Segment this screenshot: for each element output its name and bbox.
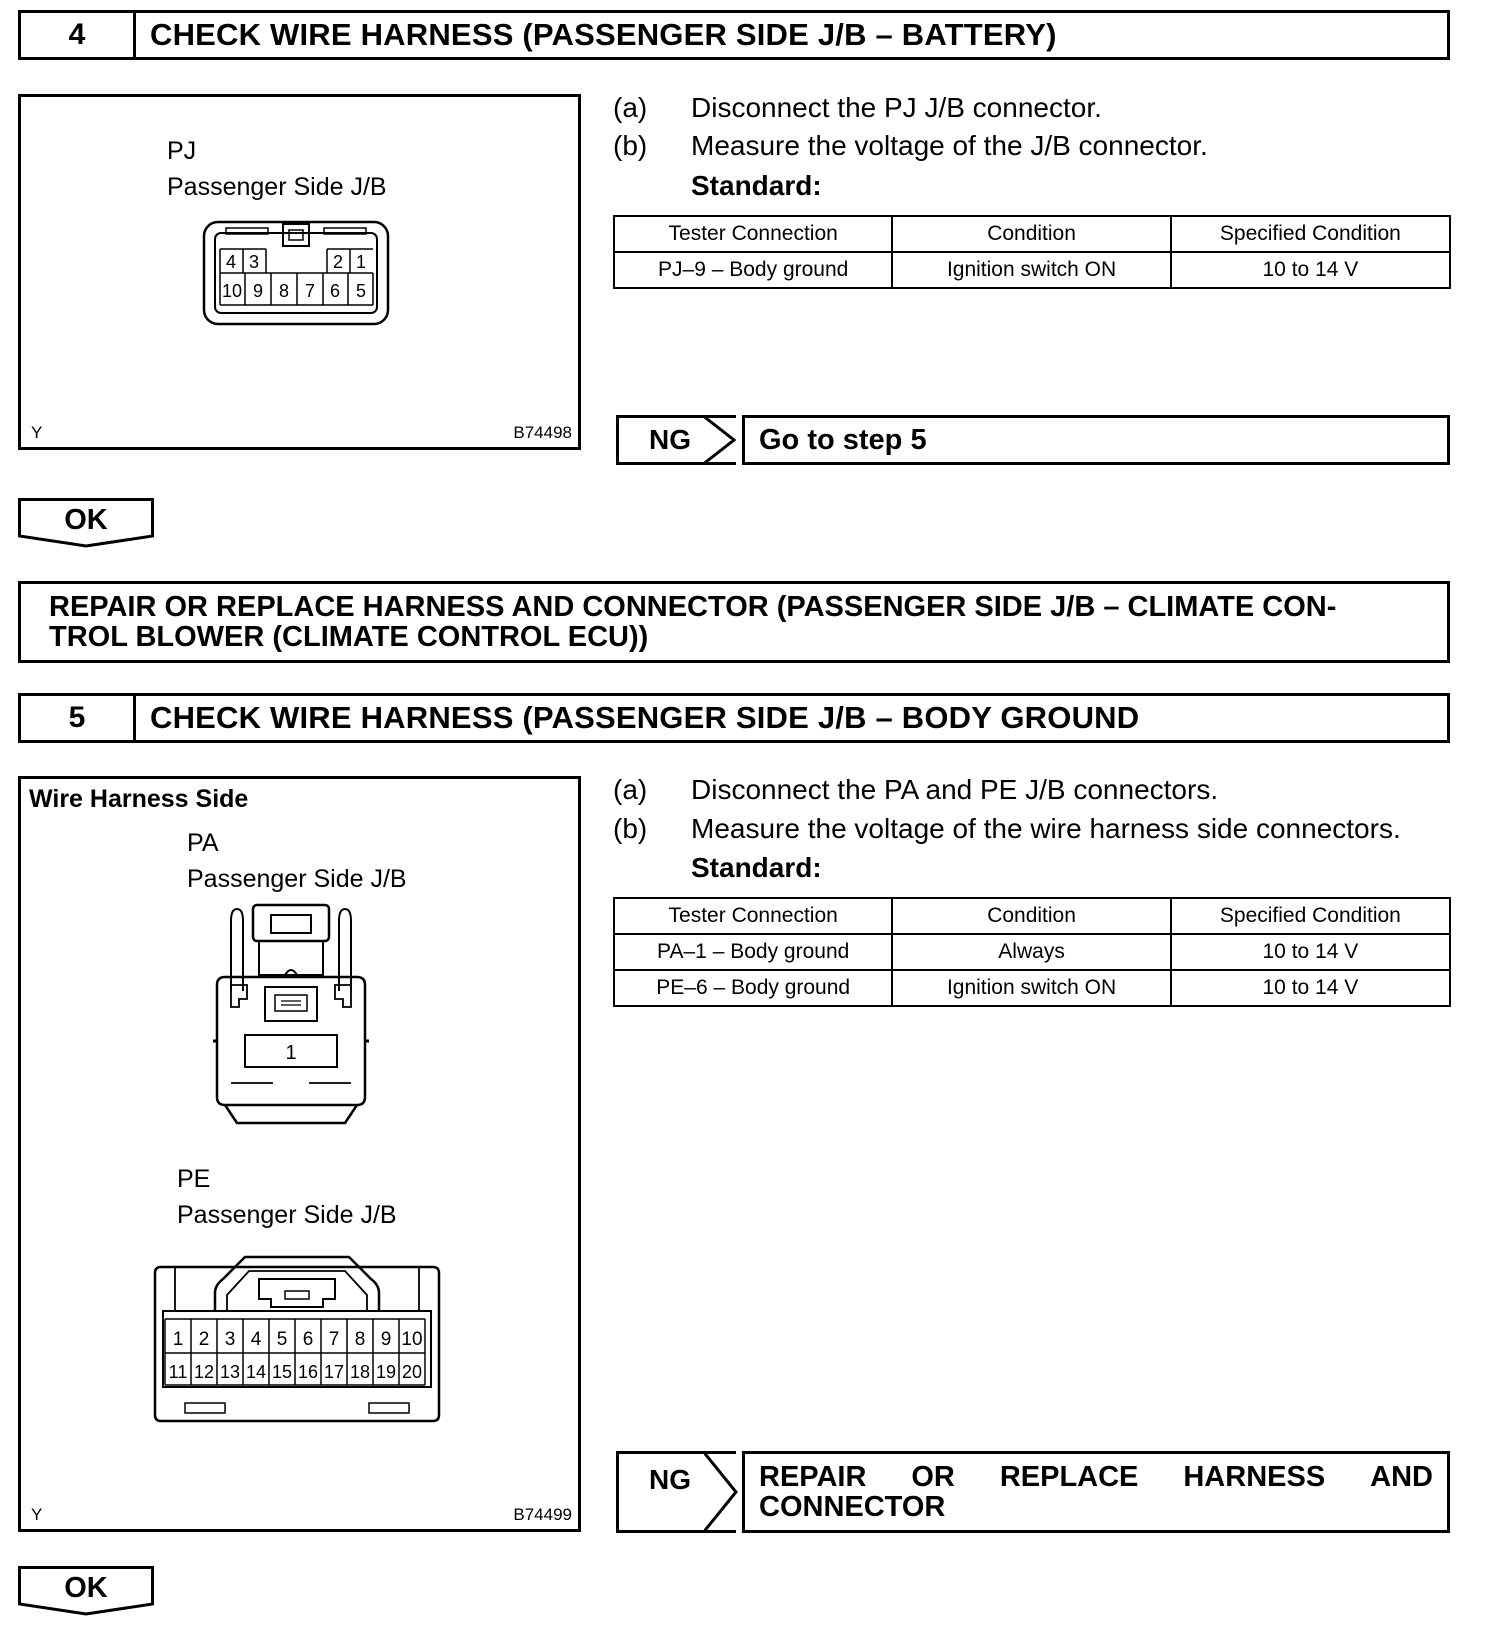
pe-pin-1: 1 bbox=[172, 1329, 184, 1350]
repair-line-2: TROL BLOWER (CLIMATE CONTROL ECU)) bbox=[49, 621, 649, 653]
ng-result-line-1 bbox=[759, 1462, 1433, 1492]
table-header-row bbox=[614, 216, 1450, 252]
table-header: Tester Connection bbox=[614, 216, 892, 252]
step-4-ng-result: Go to step 5 bbox=[742, 415, 1450, 465]
pa-connector-name: Passenger Side J/B bbox=[187, 865, 407, 893]
pe-connector-code: PE bbox=[177, 1165, 211, 1193]
figure-heading: Wire Harness Side bbox=[29, 785, 249, 813]
pe-pin-5: 5 bbox=[276, 1329, 288, 1350]
table-cell: 10 to 14 V bbox=[1171, 970, 1450, 1006]
step-5-header bbox=[18, 693, 1450, 743]
pj-pin-7: 7 bbox=[304, 281, 316, 301]
pj-connector-code: PJ bbox=[167, 137, 197, 165]
ok-label: OK bbox=[64, 504, 108, 536]
instruction-label: (a) bbox=[613, 774, 648, 805]
step-5-title: CHECK WIRE HARNESS (PASSENGER SIDE J/B – BODY GROUND bbox=[150, 700, 1140, 735]
table-row bbox=[614, 934, 1450, 970]
table-cell: Ignition switch ON bbox=[892, 970, 1170, 1006]
ng-arrow-icon bbox=[704, 1451, 740, 1533]
table-cell: 10 to 14 V bbox=[1171, 252, 1450, 288]
table-cell: Always bbox=[892, 934, 1170, 970]
repair-instruction-box bbox=[18, 581, 1450, 663]
pj-pin-5: 5 bbox=[355, 281, 367, 301]
step-5-ng-label: NG bbox=[616, 1451, 736, 1533]
table-header: Condition bbox=[892, 898, 1170, 934]
step-4-instruction-a bbox=[613, 92, 1102, 124]
pj-connector-diagram bbox=[201, 219, 391, 327]
table-cell: PE–6 – Body ground bbox=[614, 970, 892, 1006]
step-4-header bbox=[18, 10, 1450, 60]
step-5-ok-indicator bbox=[18, 1566, 154, 1616]
instruction-text: Disconnect the PJ J/B connector. bbox=[691, 92, 1102, 123]
pe-pin-13: 13 bbox=[219, 1362, 241, 1382]
step-5-number: 5 bbox=[21, 696, 136, 740]
pe-pin-19: 19 bbox=[375, 1362, 397, 1382]
pe-pin-4: 4 bbox=[250, 1329, 262, 1350]
table-cell: Ignition switch ON bbox=[892, 252, 1170, 288]
table-header: Specified Condition bbox=[1171, 898, 1450, 934]
instruction-text: Disconnect the PA and PE J/B connectors. bbox=[691, 774, 1219, 805]
pa-pe-figure-id: B74499 bbox=[513, 1505, 572, 1524]
table-header: Tester Connection bbox=[614, 898, 892, 934]
table-header: Specified Condition bbox=[1171, 216, 1450, 252]
table-header: Condition bbox=[892, 216, 1170, 252]
pj-pin-10: 10 bbox=[221, 281, 243, 301]
pe-pin-12: 12 bbox=[193, 1362, 215, 1382]
step-5-ng-result bbox=[742, 1451, 1450, 1533]
instruction-label: (b) bbox=[613, 813, 648, 844]
ng-arrow-icon bbox=[704, 415, 740, 465]
step-5-standard-label: Standard: bbox=[691, 852, 822, 883]
pe-connector-diagram bbox=[149, 1249, 445, 1425]
pe-pin-15: 15 bbox=[271, 1362, 293, 1382]
table-row bbox=[614, 252, 1450, 288]
pj-pin-4: 4 bbox=[225, 252, 237, 272]
instruction-label: (a) bbox=[613, 92, 648, 123]
pj-pin-6: 6 bbox=[329, 281, 341, 301]
table-header-row bbox=[614, 898, 1450, 934]
step-4-ok-indicator bbox=[18, 498, 154, 548]
step-5-spec-table bbox=[613, 897, 1451, 1007]
pj-pin-1: 1 bbox=[355, 252, 367, 272]
pe-pin-8: 8 bbox=[354, 1329, 366, 1350]
pa-connector-diagram bbox=[211, 901, 371, 1127]
step-4-number: 4 bbox=[21, 13, 136, 57]
pj-connector-figure bbox=[18, 94, 581, 450]
pe-pin-20: 20 bbox=[401, 1362, 423, 1382]
pe-connector-name: Passenger Side J/B bbox=[177, 1201, 397, 1229]
pe-pin-16: 16 bbox=[297, 1362, 319, 1382]
pa-pin-1: 1 bbox=[285, 1042, 297, 1064]
pj-pin-2: 2 bbox=[332, 252, 344, 272]
instruction-text: Measure the voltage of the J/B connector. bbox=[691, 130, 1208, 161]
pe-pin-10: 10 bbox=[401, 1329, 423, 1350]
ng-result-word: OR bbox=[911, 1461, 955, 1493]
step-5-instruction-a bbox=[613, 774, 1218, 806]
step-4-spec-table bbox=[613, 215, 1451, 289]
ng-result-word: HARNESS bbox=[1183, 1461, 1326, 1493]
step-4-title: CHECK WIRE HARNESS (PASSENGER SIDE J/B – BATTERY) bbox=[150, 17, 1057, 52]
pj-connector-name: Passenger Side J/B bbox=[167, 173, 387, 201]
table-cell: 10 to 14 V bbox=[1171, 934, 1450, 970]
step-4-standard-label: Standard: bbox=[691, 170, 822, 201]
pe-pin-11: 11 bbox=[168, 1362, 188, 1382]
table-cell: PA–1 – Body ground bbox=[614, 934, 892, 970]
instruction-text: Measure the voltage of the wire harness side connectors. bbox=[691, 813, 1401, 844]
pe-pin-18: 18 bbox=[349, 1362, 371, 1382]
ng-result-word: REPAIR bbox=[759, 1461, 867, 1493]
table-cell: PJ–9 – Body ground bbox=[614, 252, 892, 288]
step-5-instruction-b bbox=[613, 813, 1401, 845]
repair-line-1: REPAIR OR REPLACE HARNESS AND CONNECTOR (PASSENGER SIDE J/B – CLIMATE CON- bbox=[49, 591, 1337, 623]
pa-connector-code: PA bbox=[187, 829, 219, 857]
pe-pin-3: 3 bbox=[224, 1329, 236, 1350]
step-4-ng-label: NG bbox=[616, 415, 736, 465]
pa-pe-corner-mark: Y bbox=[31, 1505, 43, 1524]
pj-corner-mark: Y bbox=[31, 423, 43, 442]
pe-pin-6: 6 bbox=[302, 1329, 314, 1350]
ok-label: OK bbox=[64, 1572, 108, 1604]
table-row bbox=[614, 970, 1450, 1006]
pe-pin-17: 17 bbox=[323, 1362, 345, 1382]
pj-pin-9: 9 bbox=[252, 281, 264, 301]
instruction-label: (b) bbox=[613, 130, 648, 161]
pj-pin-3: 3 bbox=[248, 252, 260, 272]
pe-pin-2: 2 bbox=[198, 1329, 210, 1350]
ng-result-line-2: CONNECTOR bbox=[759, 1491, 946, 1523]
ng-result-word: AND bbox=[1370, 1461, 1433, 1493]
pj-pin-8: 8 bbox=[278, 281, 290, 301]
pe-pin-14: 14 bbox=[245, 1362, 267, 1382]
pe-pin-7: 7 bbox=[328, 1329, 340, 1350]
ng-result-word: REPLACE bbox=[999, 1461, 1139, 1493]
pj-figure-id: B74498 bbox=[513, 423, 572, 442]
pe-pin-9: 9 bbox=[380, 1329, 392, 1350]
step-4-instruction-b bbox=[613, 130, 1208, 162]
pa-pe-connector-figure bbox=[18, 776, 581, 1532]
